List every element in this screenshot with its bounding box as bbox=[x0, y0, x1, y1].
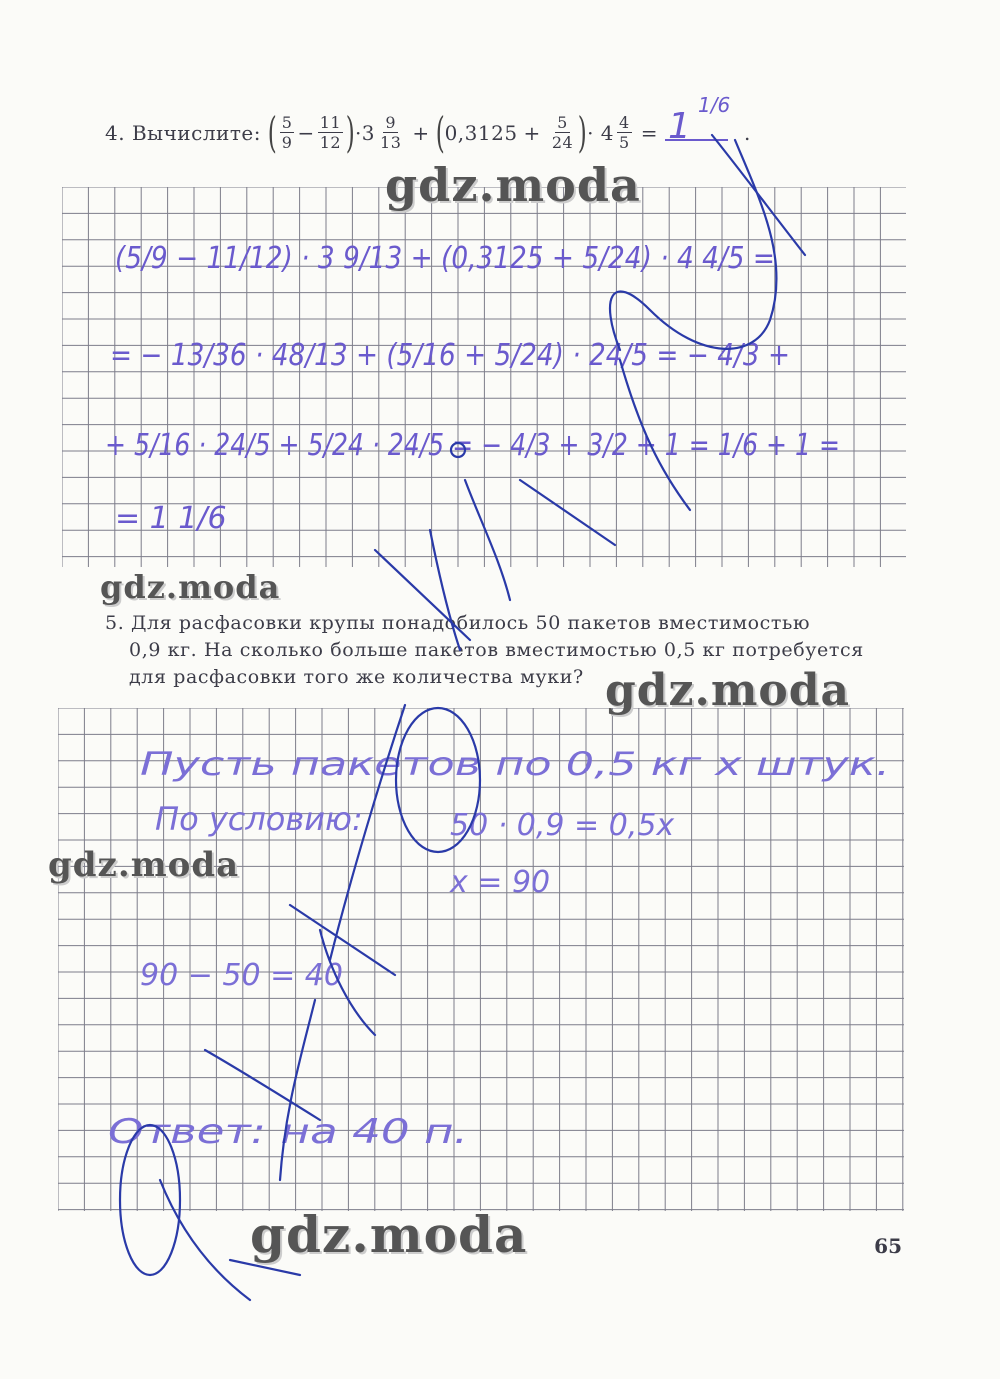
plus-sign: + bbox=[412, 120, 430, 145]
task4-number: 4. bbox=[105, 120, 126, 145]
sol5-answer: Ответ: на 40 п. bbox=[108, 1112, 468, 1152]
watermark: gdz.moda bbox=[605, 665, 851, 716]
equals-sign: = bbox=[640, 120, 658, 145]
sol5-line1: Пусть пакетов по 0,5 кг x штук. bbox=[140, 745, 890, 783]
minus-sign: − bbox=[297, 120, 315, 145]
task5-line: 5. Для расфасовки крупы понадобилось 50 пакетов вместимостью bbox=[105, 612, 811, 634]
task4-answer-whole: 1 bbox=[668, 106, 691, 147]
watermark: gdz.moda bbox=[100, 568, 281, 606]
paren-open: ( bbox=[435, 108, 445, 157]
sol4-row2: = − 13/36 · 48/13 + (5/16 + 5/24) · 24/5 = − 4/3 + bbox=[110, 338, 790, 373]
paren-close: ) bbox=[577, 108, 588, 157]
sol5-eq1: 50 · 0,9 = 0,5x bbox=[450, 808, 675, 843]
multiply-mixed: · 4 bbox=[587, 120, 615, 145]
decimal-value: 0,3125 bbox=[444, 120, 518, 145]
end-period: . bbox=[743, 120, 751, 145]
sol4-row1: (5/9 − 11/12) · 3 9/13 + (0,3125 + 5/24) · 4 4/5 = bbox=[115, 241, 775, 276]
page-number: 65 bbox=[874, 1234, 902, 1258]
sol5-eq3: 90 − 50 = 40 bbox=[140, 958, 343, 993]
task4-answer-frac: 1/6 bbox=[698, 93, 731, 117]
fraction: $\frac{5}{9}$ bbox=[281, 113, 293, 152]
task5-line: для расфасовки того же количества муки? bbox=[129, 666, 584, 688]
fraction: $\frac{4}{5}$ bbox=[619, 113, 630, 152]
watermark: gdz.moda bbox=[250, 1205, 528, 1264]
fraction: $\frac{5}{24}$ bbox=[551, 113, 574, 152]
paren-close: ) bbox=[345, 108, 356, 157]
task5-line: 0,9 кг. На сколько больше пакетов вместимостью 0,5 кг потребуется bbox=[129, 639, 864, 661]
sol4-row3: + 5/16 · 24/5 + 5/24 · 24/5 = − 4/3 + 3/2 + 1 = 1/6 + 1 = bbox=[105, 428, 840, 463]
sol4-row4: = 1 1/6 bbox=[115, 501, 227, 536]
fraction: $\frac{11}{12}$ bbox=[319, 113, 342, 152]
plus-sign: + bbox=[523, 120, 541, 145]
watermark: gdz.moda bbox=[48, 845, 240, 885]
sol5-line2: По условию: bbox=[155, 800, 363, 838]
task4-prompt: Вычислите: bbox=[131, 120, 261, 145]
multiply-mixed: ·3 bbox=[354, 120, 376, 145]
fraction: $\frac{9}{13}$ bbox=[380, 113, 402, 152]
watermark: gdz.moda bbox=[385, 158, 641, 212]
sol5-eq2: x = 90 bbox=[450, 865, 551, 900]
paren-open: ( bbox=[267, 108, 277, 157]
